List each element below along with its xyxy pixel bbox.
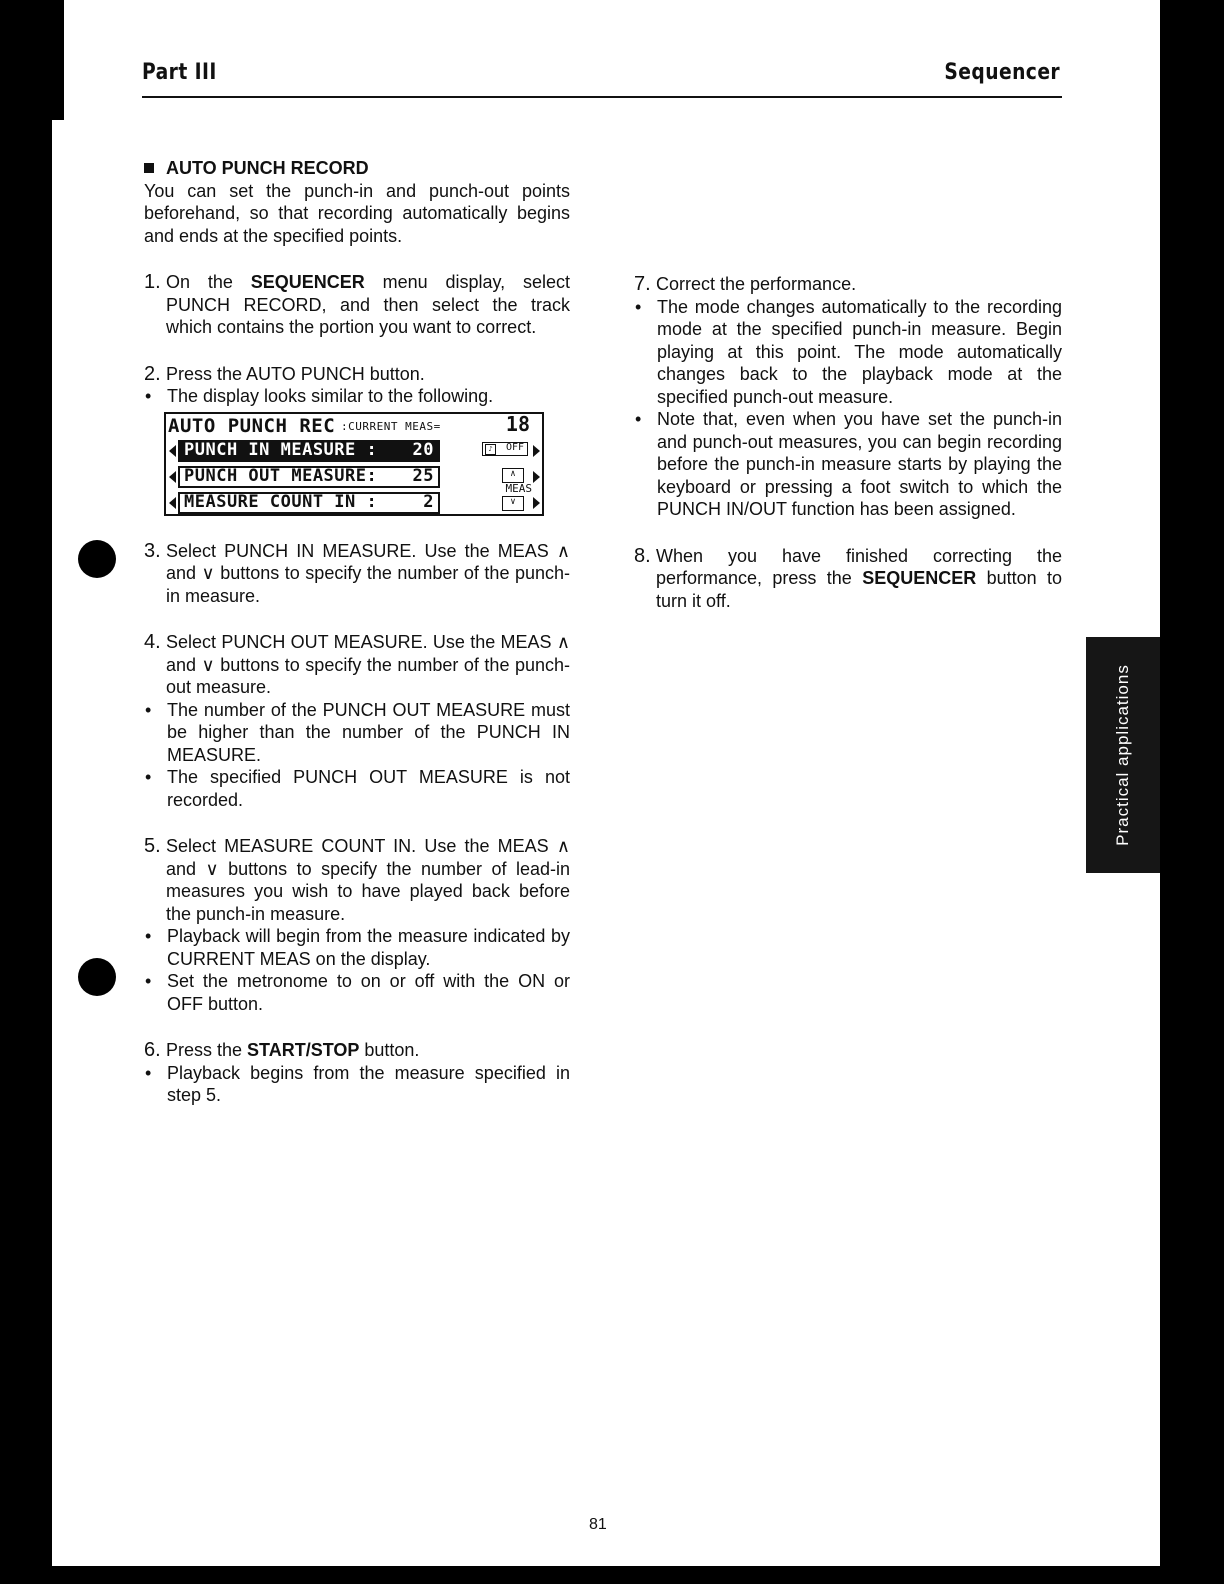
scan-edge-mark xyxy=(52,0,64,120)
step-4: 4. Select PUNCH OUT MEASURE. Use the MEAS ∧ and ∨ buttons to specify the number of the punch-out measure. xyxy=(144,631,570,697)
header-rule xyxy=(142,96,1062,98)
lcd-current-meas-value: 18 xyxy=(505,411,530,436)
step-8: 8. When you have finished correcting the performance, press the SEQUENCER button to turn it off. xyxy=(634,544,1063,611)
right-arrow-icon xyxy=(533,471,540,483)
left-column xyxy=(144,157,570,1107)
lcd-row-punch-out: PUNCH OUT MEASURE: 25 ∧ xyxy=(166,464,542,490)
header-part: Part III xyxy=(142,60,217,85)
step-5-bullet-1: • Playback will begin from the measure indicated by CURRENT MEAS on the display. xyxy=(145,926,570,969)
section-title: AUTO PUNCH RECORD xyxy=(144,157,570,180)
step-7-bullet-1: • The mode changes automatically to the recording mode at the specified punch-in measure. Begin playing at this point. The mode automatically changes back to the playback mode at the specified punch-out measure. xyxy=(635,296,1062,407)
metronome-onoff: ♪ OFF xyxy=(482,442,528,456)
meas-down-icon: ∨ xyxy=(502,496,524,511)
step-1: 1. On the SEQUENCER menu display, select PUNCH RECORD, and then select the track which contains the portion you want to correct. xyxy=(144,271,570,337)
step-3: 3. Select PUNCH IN MEASURE. Use the MEAS ∧ and ∨ buttons to specify the number of the punch-in measure. xyxy=(144,539,570,606)
lcd-title: AUTO PUNCH REC xyxy=(168,415,336,438)
right-column xyxy=(634,273,1062,612)
step-6: 6. Press the START/STOP button. xyxy=(144,1039,420,1061)
binder-hole-mark xyxy=(78,540,116,578)
right-arrow-icon xyxy=(533,445,540,457)
step-4-bullet-2: • The specified PUNCH OUT MEASURE is not recorded. xyxy=(145,767,570,810)
step-5: 5. Select MEASURE COUNT IN. Use the MEAS ∧ and ∨ buttons to specify the number of lead-in measures you wish to have played back before the punch-in measure. xyxy=(144,835,570,924)
step-6-bullet: • Playback begins from the measure specified in step 5. xyxy=(145,1062,570,1105)
section-intro: You can set the punch-in and punch-out points beforehand, so that recording automatically begins and ends at the specified points. xyxy=(144,180,570,246)
step-7: 7. Correct the performance. xyxy=(634,273,857,295)
manual-page xyxy=(52,0,1160,1566)
lcd-row-punch-in: PUNCH IN MEASURE : 20 ♪ OFF xyxy=(166,438,542,464)
left-arrow-icon xyxy=(169,445,176,457)
metronome-icon: ♪ xyxy=(485,444,496,455)
right-arrow-icon xyxy=(533,497,540,509)
header-chapter: Sequencer xyxy=(944,60,1060,85)
lcd-current-meas-label: :CURRENT MEAS= xyxy=(341,419,441,433)
left-arrow-icon xyxy=(169,497,176,509)
left-arrow-icon xyxy=(169,471,176,483)
step-2-bullet: • The display looks similar to the following. xyxy=(145,386,494,406)
page-number: 81 xyxy=(589,1516,607,1533)
meas-up-icon: ∧ xyxy=(502,468,524,483)
step-7-bullet-2: • Note that, even when you have set the punch-in and punch-out measures, you can begin recording before the punch-in measure starts by playing the keyboard or pressing a foot switch to which the PUNCH IN/OUT function has been assigned. xyxy=(635,409,1062,519)
step-5-bullet-2: • Set the metronome to on or off with the ON or OFF button. xyxy=(145,971,570,1014)
step-4-bullet-1: • The number of the PUNCH OUT MEASURE must be higher than the number of the PUNCH IN MEASURE. xyxy=(145,699,570,765)
step-2: 2. Press the AUTO PUNCH button. xyxy=(144,362,425,385)
side-tab: Practical applications xyxy=(1086,637,1160,873)
binder-hole-mark xyxy=(78,958,116,996)
lcd-display xyxy=(164,412,544,516)
square-bullet-icon xyxy=(144,163,154,173)
lcd-meas-label: MEAS xyxy=(505,481,532,495)
lcd-row-count-in: MEASURE COUNT IN : 2 ∨ xyxy=(166,490,542,516)
